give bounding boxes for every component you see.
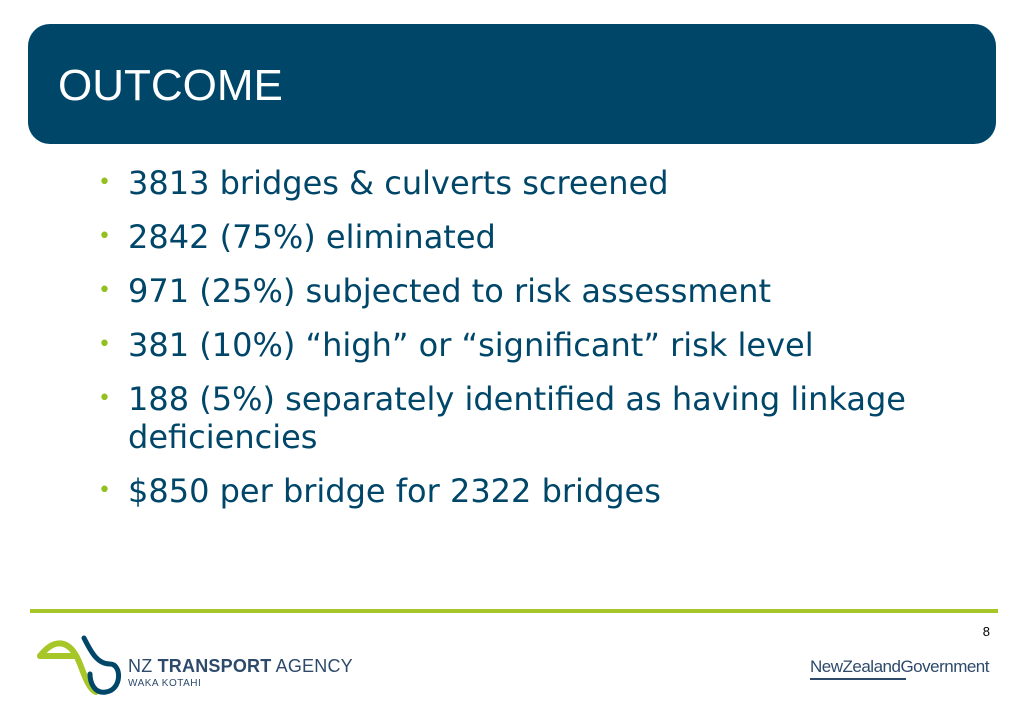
government-wordmark: NewZealandGovernment [810, 657, 989, 676]
bullet-item [98, 218, 988, 256]
bullet-marker: • [98, 386, 111, 411]
bullet-marker: • [98, 478, 111, 503]
bullet-text: 971 (25%) subjected to risk assessment [128, 272, 772, 310]
bullet-item [98, 272, 988, 310]
bullet-text: 188 (5%) separately identified as having linkage deficiencies [128, 380, 906, 456]
bullet-marker: • [98, 224, 111, 249]
bullet-marker: • [98, 170, 111, 195]
bullet-text: 3813 bridges & culverts screened [128, 164, 669, 202]
bullet-marker: • [98, 278, 111, 303]
bullet-text: 2842 (75%) eliminated [128, 218, 496, 256]
bullet-marker: • [98, 332, 111, 357]
nz-transport-agency-logo-icon [36, 634, 122, 698]
agency-subtitle: WAKA KOTAHI [128, 678, 202, 689]
footer-divider [30, 609, 998, 613]
page-number: 8 [982, 624, 990, 639]
bullet-list [98, 164, 988, 526]
bullet-text: 381 (10%) “high” or “significant” risk level [128, 326, 814, 364]
bullet-text: $850 per bridge for 2322 bridges [128, 472, 661, 510]
bullet-item [98, 380, 988, 456]
government-underline [810, 678, 906, 680]
slide-title: OUTCOME [58, 61, 283, 110]
agency-name: NZ TRANSPORT AGENCY [128, 656, 353, 676]
bullet-item [98, 472, 988, 510]
bullet-item [98, 326, 988, 364]
bullet-item [98, 164, 988, 202]
